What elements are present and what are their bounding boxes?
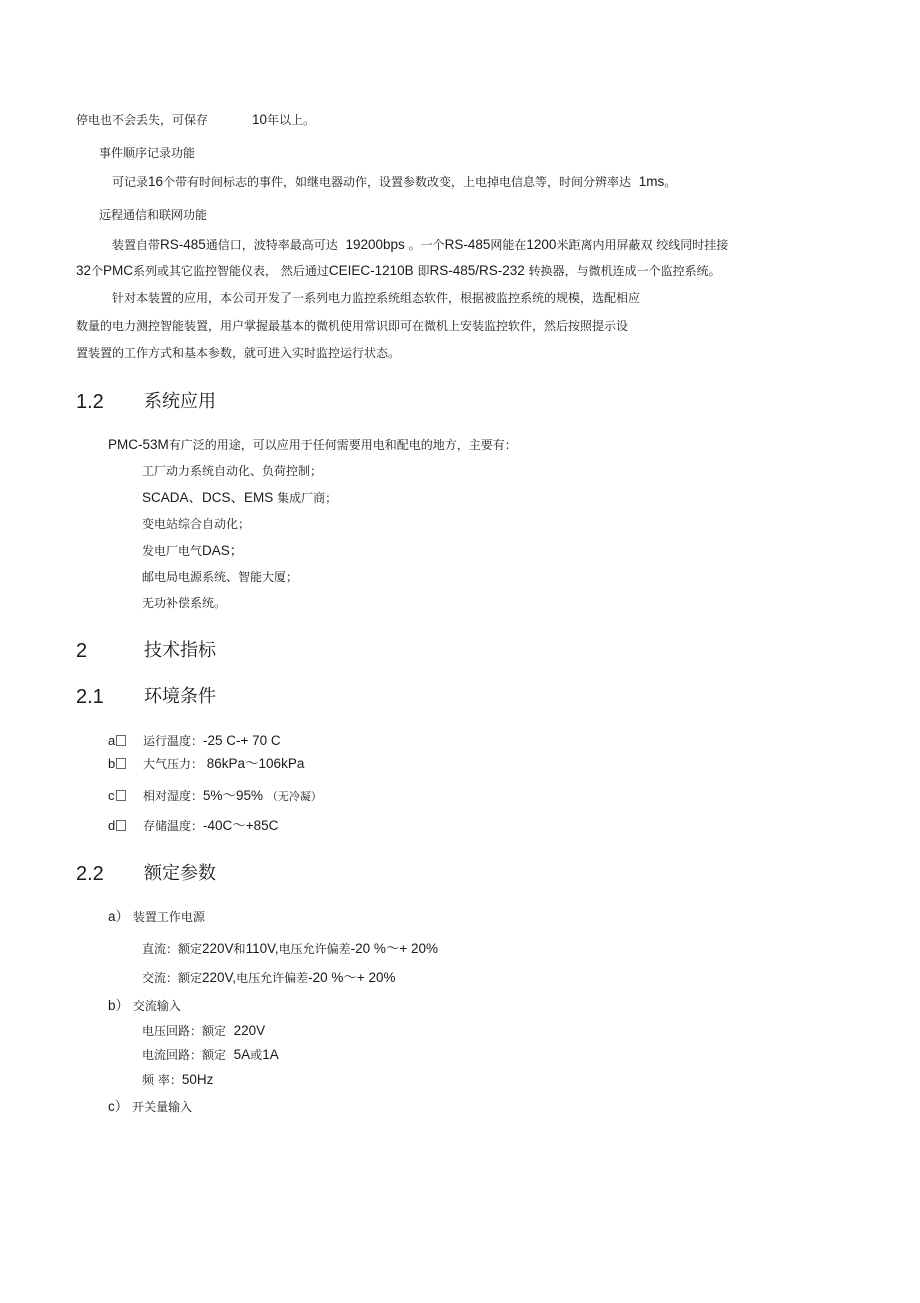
text: 有广泛的用途，可以应用于任何需要用电和配电的地方，主要有： <box>168 438 517 452</box>
application-item: 邮电局电源系统、智能大厦； <box>142 570 299 584</box>
number: 1200 <box>526 237 557 252</box>
subheading-remote-comm: 远程通信和联网功能 <box>99 208 208 222</box>
value: 220V <box>233 1023 266 1038</box>
text: 直流：额定 <box>142 942 203 956</box>
text: 装置自带 <box>112 238 161 252</box>
code: PMC <box>103 263 134 278</box>
sub-item-b <box>108 998 181 1014</box>
number: 10 <box>252 112 268 127</box>
code: CEIEC-1210B <box>328 263 414 278</box>
env-item <box>108 788 608 806</box>
text: 电压回路：额定 <box>142 1024 227 1038</box>
env-item <box>108 818 608 836</box>
item-label <box>108 818 126 834</box>
code: SCADA、DCS、EMS <box>142 490 274 505</box>
section-heading-1-2 <box>76 390 476 416</box>
item-title: 装置工作电源 <box>132 910 205 924</box>
param-name: 运行温度： <box>143 734 204 748</box>
value: 220V <box>202 941 234 956</box>
value: 1A <box>262 1047 279 1062</box>
param-value: -40C〜+85C <box>203 818 279 833</box>
section-heading-2-1 <box>76 685 476 711</box>
number: 32 <box>76 263 92 278</box>
code: RS-485/RS-232 <box>429 263 525 278</box>
section-number: 1.2 <box>76 391 104 413</box>
value: 50Hz <box>181 1072 214 1087</box>
text: 交流：额定 <box>142 971 203 985</box>
checkbox-glyph-icon <box>116 820 126 831</box>
letter: a <box>108 733 116 748</box>
text: 通信口，波特率最高可达 <box>205 238 338 252</box>
param-note: （无冷凝） <box>266 790 322 803</box>
text: 电压允许偏差 <box>278 942 351 956</box>
dc-power-spec <box>142 941 438 957</box>
param-value: 86kPa〜106kPa <box>203 756 305 771</box>
number: 16 <box>148 174 164 189</box>
letter: b <box>108 756 116 771</box>
product-name: PMC-53M <box>108 437 169 452</box>
item-label: a） <box>108 909 130 924</box>
item-label <box>108 756 126 772</box>
paragraph-event-record <box>112 174 676 190</box>
text: 。一个 <box>408 238 445 252</box>
text: 发电厂电气 <box>142 544 203 558</box>
param-name: 相对湿度： <box>143 789 204 803</box>
code: DAS； <box>202 543 244 558</box>
section-title: 环境条件 <box>144 686 216 707</box>
text: 。 <box>664 175 677 189</box>
env-item <box>108 733 608 751</box>
section-title: 技术指标 <box>144 640 216 661</box>
value: -20 %〜+ 20% <box>308 970 396 985</box>
current-circuit-spec <box>142 1047 279 1063</box>
paragraph-software-line1: 针对本装置的应用，本公司开发了一系列电力监控系统组态软件，根据被监控系统的规模，选配相应 <box>112 291 641 305</box>
section-heading-2 <box>76 639 476 665</box>
text: 个带有时间标志的事件，如继电器动作，设置参数改变，上电掉电信息等，时间分辨率达 <box>163 175 632 189</box>
checkbox-glyph-icon <box>116 735 126 746</box>
code: RS-485 <box>160 237 206 252</box>
text: 集成厂商； <box>277 491 338 505</box>
paragraph-software-line3: 置装置的工作方式和基本参数，就可进入实时监控运行状态。 <box>76 346 401 360</box>
checkbox-glyph-icon <box>116 758 126 769</box>
checkbox-glyph-icon <box>116 790 126 801</box>
text: 电压允许偏差 <box>236 971 309 985</box>
section-title: 系统应用 <box>144 391 216 412</box>
application-item <box>142 490 337 506</box>
item-label: b） <box>108 998 130 1013</box>
value: -20 %〜+ 20% <box>350 941 439 956</box>
text: 米距离内用屏蔽双 绞线同时挂接 <box>556 238 729 252</box>
application-item: 变电站综合自动化； <box>142 517 251 531</box>
paragraph-retention <box>76 112 315 128</box>
text: 网能在 <box>490 238 527 252</box>
text: 电流回路：额定 <box>142 1048 227 1062</box>
text: 或 <box>250 1048 263 1062</box>
subheading-event-record: 事件顺序记录功能 <box>99 146 196 160</box>
section-number: 2 <box>76 640 88 662</box>
section-number: 2.2 <box>76 863 104 885</box>
item-text <box>143 733 281 749</box>
item-label <box>108 733 126 749</box>
item-title: 开关量输入 <box>132 1100 193 1114</box>
paragraph-comm-line1 <box>112 237 728 253</box>
text: 停电也不会丢失，可保存 <box>76 113 209 127</box>
text: 频 率： <box>142 1073 182 1087</box>
item-text <box>143 788 322 805</box>
frequency-spec <box>142 1072 213 1088</box>
number: 19200bps <box>345 237 405 252</box>
text: 个 <box>91 264 104 278</box>
text: 转换器，与微机连成一个监控系统。 <box>528 264 721 278</box>
param-value: 5%〜95% <box>203 788 264 803</box>
sub-item-c <box>108 1099 192 1115</box>
value: 220V, <box>202 970 237 985</box>
text: 和 <box>233 942 246 956</box>
item-text <box>143 756 304 772</box>
text: 系列或其它监控智能仪表， 然后通过 <box>133 264 329 278</box>
section-number: 2.1 <box>76 686 104 708</box>
section-title: 额定参数 <box>144 863 216 884</box>
number: 1ms <box>638 174 665 189</box>
item-label <box>108 788 126 804</box>
application-item: 工厂动力系统自动化、负荷控制； <box>142 464 323 478</box>
letter: d <box>108 818 116 833</box>
item-title: 交流输入 <box>132 999 181 1013</box>
text: 年以上。 <box>267 113 316 127</box>
sub-item-a <box>108 909 205 925</box>
paragraph-software-line2: 数量的电力测控智能装置，用户掌握最基本的微机使用常识即可在微机上安装监控软件，然后按照提示设 <box>76 319 629 333</box>
text: 即 <box>417 264 430 278</box>
paragraph-comm-line2 <box>76 263 721 279</box>
param-name: 大气压力： <box>143 757 204 771</box>
item-text <box>143 818 278 834</box>
letter: c <box>108 788 115 803</box>
value: 110V, <box>245 941 279 956</box>
value: 5A <box>233 1047 251 1062</box>
applications-lead <box>108 437 517 453</box>
application-item: 无功补偿系统。 <box>142 596 227 610</box>
env-item <box>108 756 608 774</box>
text: 可记录 <box>112 175 149 189</box>
param-name: 存储温度： <box>143 819 204 833</box>
ac-power-spec <box>142 970 396 986</box>
param-value: -25 C-+ 70 C <box>203 733 281 748</box>
application-item <box>142 543 243 559</box>
section-heading-2-2 <box>76 862 476 888</box>
code: RS-485 <box>444 237 491 252</box>
item-label: c） <box>108 1099 129 1114</box>
voltage-circuit-spec <box>142 1023 265 1039</box>
